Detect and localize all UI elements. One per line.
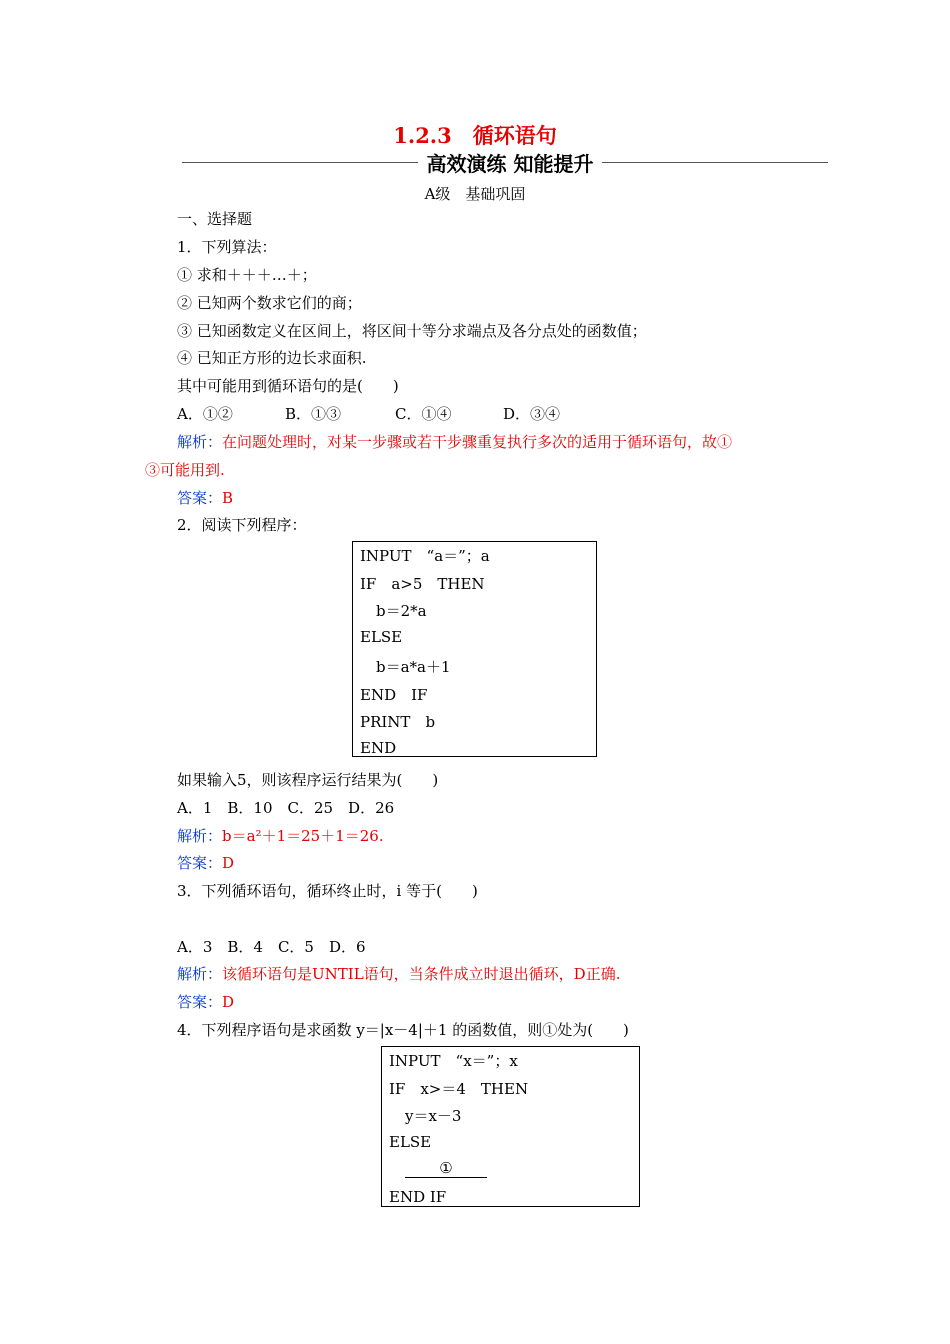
q1-item-2: ② 已知两个数求它们的商； [177,294,362,312]
section-heading: 一、选择题 [177,210,253,228]
q1-item-3: ③ 已知函数定义在区间上，将区间十等分求端点及各分点处的函数值； [177,322,647,340]
q2-code-line-2: IF a>5 THEN [360,575,485,593]
q3-analysis [177,963,620,984]
q2-code-line-5: b＝a*a＋1 [376,658,451,676]
page-title: 1.2.3 循环语句 [393,123,557,148]
q3-analysis-label: 解析： [177,965,223,983]
q2-analysis-text: b＝a²＋1＝25＋1＝26. [222,827,384,845]
q1-answer-value: B [222,489,234,507]
q4-code-line-4: ELSE [389,1133,432,1151]
q2-code-line-1: INPUT “a＝”；a [360,547,490,565]
q2-analysis [177,825,384,846]
q1-option-a: A．①② [177,405,233,423]
q4-stem: 4．下列程序语句是求函数 y＝|x－4|＋1 的函数值，则①处为( ) [177,1021,629,1039]
q4-code-line-3: y＝x－3 [405,1107,462,1125]
banner-left-rule [182,162,418,163]
q2-stem: 2．阅读下列程序： [177,516,307,534]
q1-option-c: C．①④ [395,405,452,423]
q2-code-line-3: b＝2*a [376,602,427,620]
banner-text: 高效演练 知能提升 [426,152,594,176]
q2-options: A．1 B．10 C．25 D．26 [177,799,395,817]
q1-analysis-label: 解析： [177,433,223,451]
q3-answer-label: 答案： [177,993,223,1011]
q1-answer-label: 答案： [177,489,223,507]
q3-stem: 3．下列循环语句，循环终止时，i 等于( ) [177,882,478,900]
q2-answer-label: 答案： [177,854,223,872]
section-banner [182,148,828,176]
q1-option-d: D．③④ [503,405,561,423]
q2-code-line-4: ELSE [360,628,403,646]
q4-code-box [381,1046,640,1207]
q1-stem: 1．下列算法： [177,238,277,256]
q3-analysis-text: 该循环语句是UNTIL语句，当条件成立时退出循环，D正确. [222,965,621,983]
q4-code-line-2: IF x>＝4 THEN [389,1080,529,1098]
q2-analysis-label: 解析： [177,827,223,845]
q4-blank-marker: ① [405,1159,487,1178]
q1-options [177,403,560,424]
q2-answer-value: D [222,854,235,872]
q3-answer-value: D [222,993,235,1011]
q4-blank [405,1159,487,1178]
q2-code-line-8: END [360,739,397,757]
q1-analysis-text: 在问题处理时，对某一步骤或若干步骤重复执行多次的适用于循环语句，故① [222,433,733,451]
q2-answer [177,852,234,873]
q1-analysis [177,431,732,452]
banner-right-rule [602,162,828,163]
q2-code-line-6: END IF [360,686,428,704]
q2-code-line-7: PRINT b [360,713,436,731]
q4-code-line-1: INPUT “x＝”；x [389,1052,518,1070]
q3-answer [177,991,234,1012]
q2-question: 如果输入5，则该程序运行结果为( ) [177,771,439,789]
q3-options: A．3 B．4 C．5 D．6 [177,938,366,956]
q1-question: 其中可能用到循环语句的是( ) [177,377,399,395]
q1-analysis-cont: ③可能用到. [145,461,225,479]
q1-item-4: ④ 已知正方形的边长求面积. [177,349,367,367]
q1-item-1: ① 求和＋＋＋…＋； [177,266,317,284]
q1-option-b: B．①③ [285,405,342,423]
q4-code-line-6: END IF [389,1188,447,1206]
q1-answer [177,487,233,508]
level-heading: A级 基础巩固 [424,185,526,203]
q2-code-box [352,541,597,757]
